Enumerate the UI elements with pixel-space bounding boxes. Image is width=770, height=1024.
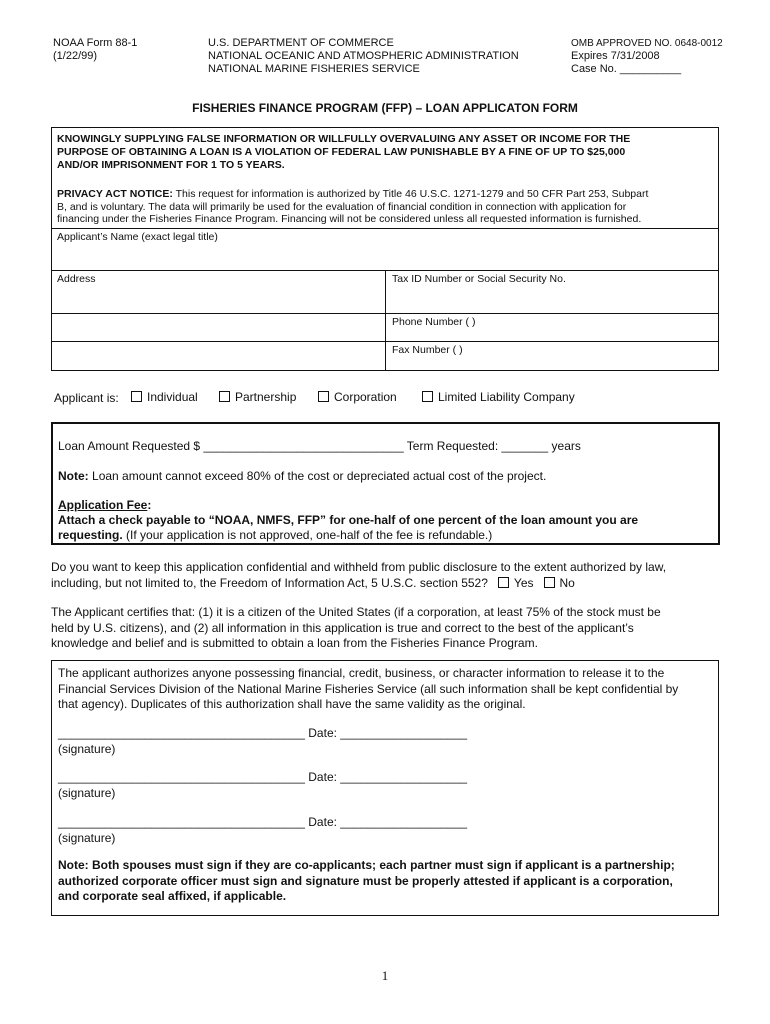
- case-number: Case No. __________: [571, 63, 682, 75]
- privacy-line-3: financing under the Fisheries Finance Program. Financing will not be considered unless all requested information is furnished.: [57, 213, 642, 225]
- signature-label-1: (signature): [58, 741, 116, 756]
- final-note: [58, 858, 675, 905]
- privacy-line-1: This request for information is authorized by Title 46 U.S.C. 1271-1279 and 50 CFR Part 253, Subpart: [175, 188, 649, 200]
- page-number: 1: [381, 968, 389, 983]
- fee-title: Application Fee: [58, 498, 148, 512]
- address-field[interactable]: Address: [57, 273, 96, 285]
- certify-line-1: The Applicant certifies that: (1) it is a citizen of the United States (if a corporation, at least 75% of the stock must be: [51, 605, 661, 619]
- warning-line-2: PURPOSE OF OBTAINING A LOAN IS A VIOLATION OF FEDERAL LAW PUNISHABLE BY A FINE OF UP TO $25,000: [57, 146, 626, 158]
- form-number: NOAA Form 88-1: [53, 37, 138, 49]
- option-partnership[interactable]: Partnership: [219, 390, 296, 406]
- divider-name: [51, 228, 719, 229]
- signature-line-1[interactable]: _____________________________________ Date: ___________________: [58, 726, 468, 740]
- certification-text: [51, 605, 661, 652]
- applicant-name-field[interactable]: Applicant’s Name (exact legal title): [57, 231, 218, 243]
- option-individual[interactable]: Individual: [131, 390, 198, 406]
- tax-id-field[interactable]: Tax ID Number or Social Security No.: [392, 273, 566, 285]
- final-note-line-3: and corporate seal affixed, if applicable.: [58, 889, 287, 903]
- confidential-line-1: Do you want to keep this application confidential and withheld from public disclosure to the extent authorized by law,: [51, 560, 667, 574]
- warning-line-3: AND/OR IMPRISONMENT FOR 1 TO 5 YEARS.: [57, 159, 285, 171]
- certify-line-2: held by U.S. citizens), and (2) all information in this application is true and correct to the best of the applicant’s: [51, 620, 634, 635]
- fee-line-1: Attach a check payable to “NOAA, NMFS, FFP” for one-half of one percent of the loan amount you are: [58, 513, 639, 527]
- omb-number: OMB APPROVED NO. 0648-0012: [571, 38, 723, 49]
- option-corporation[interactable]: Corporation: [318, 390, 397, 406]
- signature-block-3: [58, 815, 467, 846]
- fax-field[interactable]: Fax Number ( ): [392, 344, 463, 356]
- certify-line-3: knowledge and belief and is submitted to obtain a loan from the Fisheries Finance Program.: [51, 636, 538, 650]
- checkbox-llc[interactable]: [422, 391, 433, 402]
- form-title: FISHERIES FINANCE PROGRAM (FFP) – LOAN APPLICATON FORM: [192, 101, 578, 115]
- form-number-block: [53, 37, 137, 63]
- signature-block-2: [58, 770, 467, 801]
- column-divider: [385, 270, 386, 371]
- loan-note-text: Loan amount cannot exceed 80% of the cost or depreciated actual cost of the project.: [92, 469, 547, 483]
- privacy-label: PRIVACY ACT NOTICE:: [57, 188, 173, 200]
- dept-line-1: U.S. DEPARTMENT OF COMMERCE: [208, 37, 394, 49]
- loan-note-label: Note:: [58, 469, 89, 483]
- signature-block-1: [58, 726, 467, 757]
- department-block: [208, 37, 519, 76]
- option-no[interactable]: No: [544, 576, 575, 590]
- applicant-type-label: Applicant is:: [54, 391, 119, 405]
- checkbox-partnership[interactable]: [219, 391, 230, 402]
- privacy-notice: [57, 188, 648, 226]
- authorize-line-1: The applicant authorizes anyone possessing financial, credit, business, or character information to release it to the: [58, 666, 665, 680]
- final-note-line-2: authorized corporate officer must sign and signature must be properly attested if applicant is a corporation,: [58, 873, 673, 888]
- confidential-line-2: including, but not limited to, the Freedom of Information Act, 5 U.S.C. section 552?: [51, 575, 488, 590]
- expires-date: Expires 7/31/2008: [571, 50, 660, 62]
- fee-line-2-rest: (If your application is not approved, one-half of the fee is refundable.): [126, 528, 493, 542]
- authorization-text: [58, 666, 678, 713]
- signature-label-2: (signature): [58, 785, 116, 800]
- signature-line-2[interactable]: _____________________________________ Date: ___________________: [58, 770, 468, 784]
- option-yes[interactable]: Yes: [498, 576, 534, 590]
- signature-label-3: (signature): [58, 830, 116, 845]
- authorize-line-2: Financial Services Division of the National Marine Fisheries Service (all such information shall be kept confidential by: [58, 681, 679, 696]
- checkbox-corporation[interactable]: [318, 391, 329, 402]
- dept-line-3: NATIONAL MARINE FISHERIES SERVICE: [208, 63, 420, 75]
- option-llc[interactable]: Limited Liability Company: [422, 390, 575, 406]
- fee-line-2-bold: requesting.: [58, 528, 123, 542]
- checkbox-no[interactable]: [544, 577, 555, 588]
- dept-line-2: NATIONAL OCEANIC AND ATMOSPHERIC ADMINISTRATION: [208, 50, 519, 62]
- warning-line-1: KNOWINGLY SUPPLYING FALSE INFORMATION OR WILLFULLY OVERVALUING ANY ASSET OR INCOME FOR THE: [57, 133, 631, 145]
- form-date: (1/22/99): [53, 50, 98, 62]
- checkbox-individual[interactable]: [131, 391, 142, 402]
- phone-field[interactable]: Phone Number ( ): [392, 316, 476, 328]
- legal-warning: [57, 133, 630, 172]
- confidential-question: [51, 560, 666, 591]
- signature-line-3[interactable]: _____________________________________ Date: ___________________: [58, 815, 468, 829]
- final-note-line-1: Note: Both spouses must sign if they are co-applicants; each partner must sign if applicant is a partnership;: [58, 858, 675, 872]
- privacy-line-2: B, and is voluntary. The data will primarily be used for the evaluation of financial condition in connection with application for: [57, 200, 627, 213]
- checkbox-yes[interactable]: [498, 577, 509, 588]
- loan-amount-line[interactable]: Loan Amount Requested $ ______________________________ Term Requested: _______ years: [58, 439, 581, 453]
- authorize-line-3: that agency). Duplicates of this authorization shall have the same validity as the original.: [58, 697, 526, 711]
- omb-block: [571, 37, 723, 76]
